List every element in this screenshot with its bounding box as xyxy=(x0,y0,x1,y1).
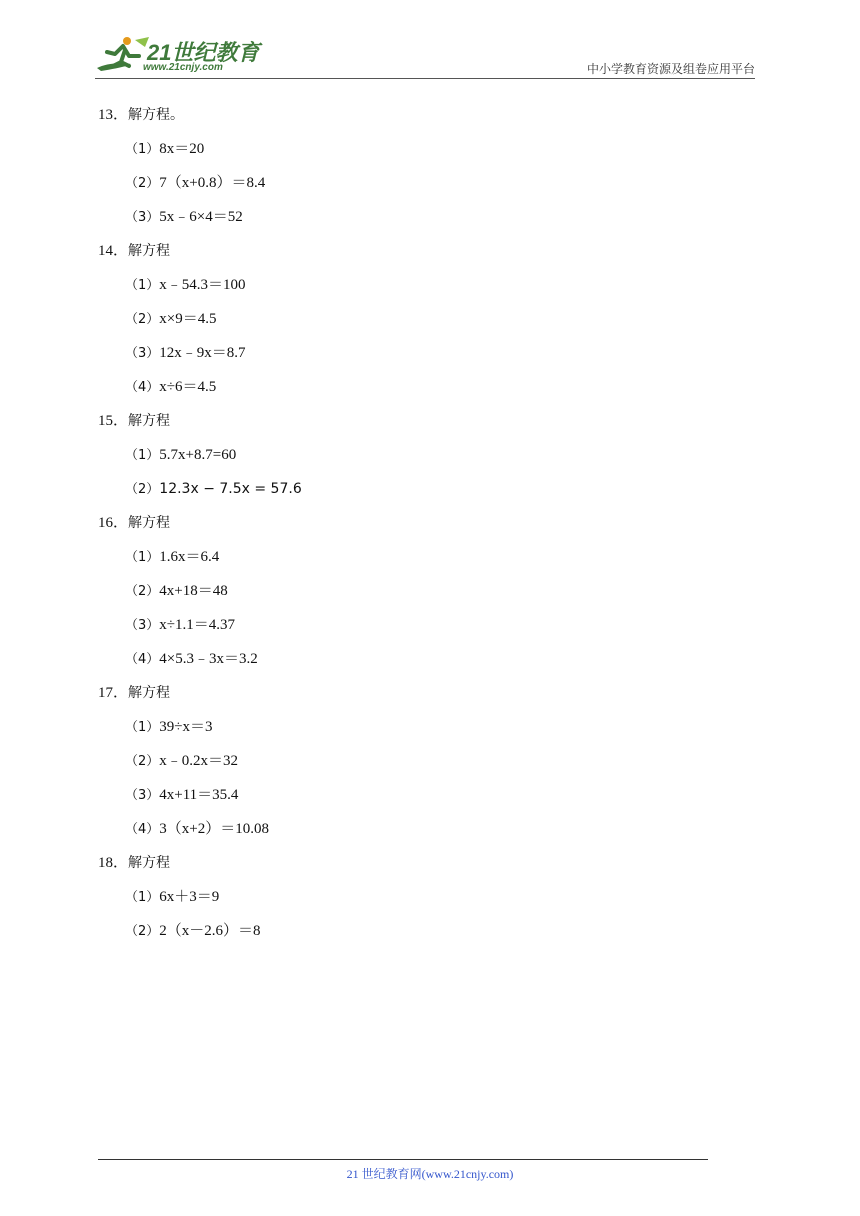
equation-item xyxy=(98,270,738,304)
equation: 4x+18＝48 xyxy=(159,583,228,599)
equation: 12.3x − 7.5x = 57.6 xyxy=(159,481,302,497)
item-index: （4） xyxy=(125,652,160,667)
item-index: （3） xyxy=(125,788,160,803)
equation: 4x+11＝35.4 xyxy=(159,787,239,803)
question-number: 18． xyxy=(98,855,129,871)
question-text: 解方程 xyxy=(128,685,171,701)
equation-item xyxy=(98,882,738,916)
question-title xyxy=(98,406,738,440)
question-text: 解方程。 xyxy=(128,107,185,123)
equation: 39÷x＝3 xyxy=(159,719,213,735)
question-16 xyxy=(98,508,738,678)
question-17 xyxy=(98,678,738,848)
item-index: （4） xyxy=(125,380,160,395)
question-15 xyxy=(98,406,738,508)
item-index: （2） xyxy=(125,584,160,599)
question-text: 解方程 xyxy=(128,413,171,429)
equation-item xyxy=(98,712,738,746)
equation-item xyxy=(98,610,738,644)
equation: x﹣0.2x＝32 xyxy=(159,753,239,769)
item-index: （1） xyxy=(125,448,160,463)
item-index: （4） xyxy=(125,822,160,837)
question-title xyxy=(98,100,738,134)
page-header xyxy=(95,32,755,78)
item-index: （2） xyxy=(125,754,160,769)
equation-item xyxy=(98,304,738,338)
question-title xyxy=(98,848,738,882)
item-index: （1） xyxy=(125,890,160,905)
question-text: 解方程 xyxy=(128,855,171,871)
logo-text: 21世纪教育 xyxy=(147,40,260,65)
equation: 3（x+2）＝10.08 xyxy=(159,821,269,837)
item-index: （2） xyxy=(125,176,160,191)
equation: x÷6＝4.5 xyxy=(159,379,217,395)
item-index: （1） xyxy=(125,278,160,293)
equation-item xyxy=(98,746,738,780)
question-list xyxy=(98,100,738,950)
equation: x﹣54.3＝100 xyxy=(159,277,246,293)
question-13 xyxy=(98,100,738,236)
question-number: 14． xyxy=(98,243,129,259)
item-index: （3） xyxy=(125,210,160,225)
equation-item xyxy=(98,440,738,474)
question-title xyxy=(98,236,738,270)
logo-url: www.21cnjy.com xyxy=(143,62,223,73)
equation-item xyxy=(98,338,738,372)
equation: x×9＝4.5 xyxy=(159,311,217,327)
equation: 1.6x＝6.4 xyxy=(159,549,220,565)
platform-name: 中小学教育资源及组卷应用平台 xyxy=(586,62,755,76)
equation-item xyxy=(98,644,738,678)
question-title xyxy=(98,508,738,542)
equation-item xyxy=(98,542,738,576)
question-title xyxy=(98,678,738,712)
item-index: （3） xyxy=(125,618,160,633)
equation: 5.7x+8.7=60 xyxy=(159,447,237,463)
footer-divider xyxy=(98,1159,708,1160)
footer-source-link[interactable]: 21 世纪教育网(www.21cnjy.com) xyxy=(346,1167,514,1181)
item-index: （2） xyxy=(125,482,160,497)
site-logo xyxy=(95,32,265,78)
equation-item xyxy=(98,134,738,168)
equation-item xyxy=(98,168,738,202)
question-text: 解方程 xyxy=(128,243,171,259)
equation-item xyxy=(98,780,738,814)
item-index: （2） xyxy=(125,924,160,939)
equation: 8x＝20 xyxy=(159,141,205,157)
equation: 6x＋3＝9 xyxy=(159,889,220,905)
item-index: （1） xyxy=(125,550,160,565)
question-number: 15． xyxy=(98,413,129,429)
question-text: 解方程 xyxy=(128,515,171,531)
equation-item xyxy=(98,202,738,236)
equation-item xyxy=(98,916,738,950)
item-index: （1） xyxy=(125,720,160,735)
equation: x÷1.1＝4.37 xyxy=(159,617,236,633)
equation-item xyxy=(98,474,738,508)
equation-item xyxy=(98,372,738,406)
equation: 4×5.3﹣3x＝3.2 xyxy=(159,651,258,667)
question-number: 17． xyxy=(98,685,129,701)
question-14 xyxy=(98,236,738,406)
question-18 xyxy=(98,848,738,950)
question-number: 16． xyxy=(98,515,129,531)
item-index: （3） xyxy=(125,346,160,361)
equation: 5x﹣6×4＝52 xyxy=(159,209,243,225)
header-divider xyxy=(95,78,755,79)
item-index: （2） xyxy=(125,312,160,327)
equation: 7（x+0.8）＝8.4 xyxy=(159,175,266,191)
item-index: （1） xyxy=(125,142,160,157)
equation: 2（x－2.6）＝8 xyxy=(159,923,261,939)
equation-item xyxy=(98,576,738,610)
equation-item xyxy=(98,814,738,848)
equation: 12x﹣9x＝8.7 xyxy=(159,345,246,361)
question-number: 13． xyxy=(98,107,129,123)
